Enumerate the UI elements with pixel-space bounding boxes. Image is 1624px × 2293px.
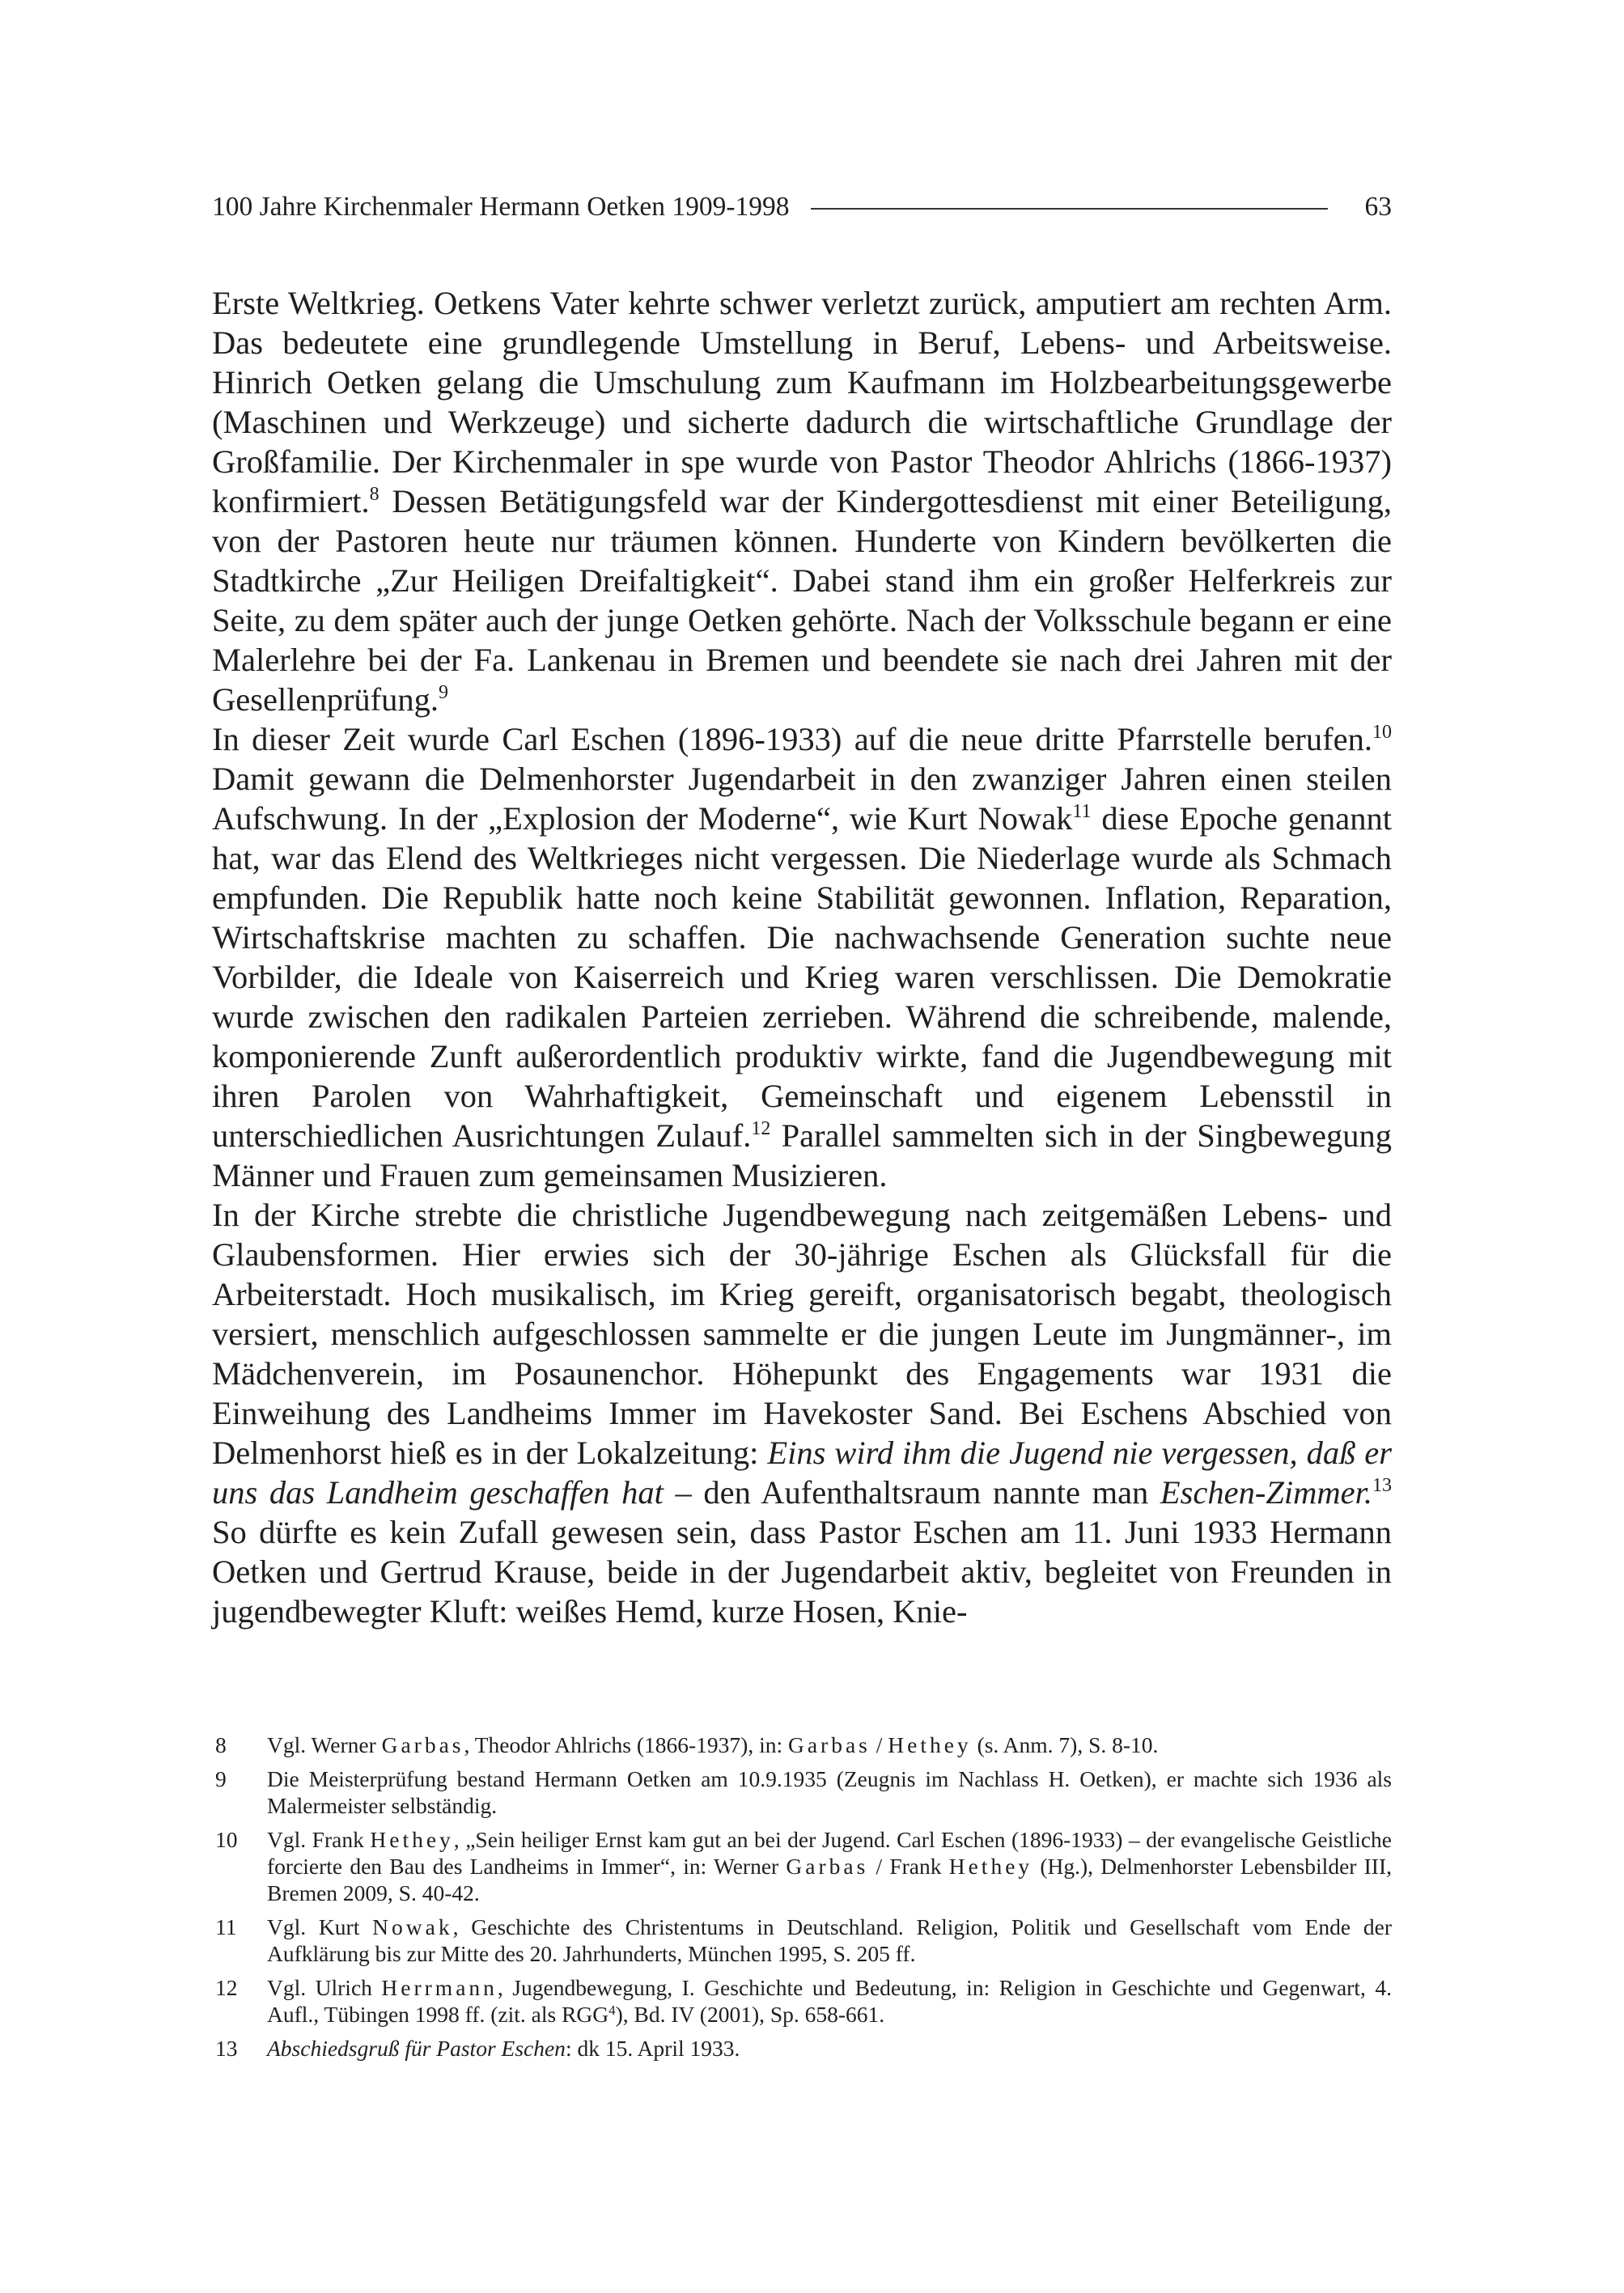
text-run: , Geschichte des Christentums in Deutschland. Religion, Politik und Gesellschaft vom Ende der Aufklärung bis zur Mitte des 20. Jahrhunderts, München 1995, S. 205 ff.	[267, 1914, 1392, 1966]
footnote-text	[267, 1731, 1392, 1758]
text-run: , „Sein heiliger Ernst kam gut an bei der Jugend. Carl Eschen (1896-1933) – der evangelische Geistliche forcierte den Bau des Landheims in Immer“, in: Werner	[267, 1827, 1392, 1879]
text-run: : dk 15. April 1933.	[565, 2036, 740, 2061]
text-run: diese Epoche genannt hat, war das Elend des Weltkrieges nicht vergessen. Die Niederlage wurde als Schmach empfunden. Die Republik hatte noch keine Stabilität gewonnen. Inflation, Reparation, Wirtschaftskrise machten zu schaffen. Die nachwachsende Generation suchte neue Vorbilder, die Ideale von Kaiserreich und Krieg waren verschlissen. Die Demokratie wurde zwischen den radikalen Parteien zerrieben. Während die schreibende, malende, komponierende Zunft außerordentlich produktiv wirkte, fand die Jugendbewegung mit ihren Parolen von Wahrhaftigkeit, Gemeinschaft und eigenem Lebensstil in unterschiedlichen Ausrichtungen Zulauf.	[212, 800, 1392, 1154]
author-name: Nowak	[372, 1914, 453, 1939]
footnote-ref-11[interactable]: 11	[1072, 801, 1092, 822]
text-run: (Hg.), Delmenhorster Lebensbilder III, Bremen 2009, S. 40-42.	[267, 1854, 1392, 1905]
text-run: Vgl. Werner	[267, 1732, 382, 1757]
footnote-10	[212, 1826, 1392, 1906]
footnote-number: 13	[215, 2036, 238, 2061]
author-name: Hethey	[948, 1854, 1033, 1879]
author-name: Garbas	[787, 1732, 871, 1757]
footnotes	[212, 1731, 1392, 2069]
main-text	[212, 283, 1392, 1631]
text-run: / Frank	[868, 1854, 949, 1879]
footnote-text: Die Meisterprüfung bestand Hermann Oetken am 10.9.1935 (Zeugnis im Nachlass H. Oetken), er machte sich 1936 als Malermeister selbständig.	[267, 1766, 1392, 1818]
footnote-text	[267, 1974, 1392, 2028]
footnote-12	[212, 1974, 1392, 2028]
footnote-number: 11	[215, 1914, 237, 1939]
room-name-italic: Eschen-Zimmer.	[1160, 1474, 1372, 1511]
text-run: , Theodor Ahlrichs (1866-1937), in:	[464, 1732, 788, 1757]
paragraph-3	[212, 1195, 1392, 1631]
footnote-number: 8	[215, 1732, 227, 1757]
header-rule	[811, 208, 1328, 210]
running-title: 100 Jahre Kirchenmaler Hermann Oetken 1909-1998	[212, 192, 790, 222]
text-run: Damit gewann die Delmenhorster Jugendarbeit in den zwanziger Jahren einen steilen Aufschwung. In der „Explosion der Moderne“, wie Kurt Nowak	[212, 761, 1392, 837]
footnote-text	[267, 2035, 1392, 2062]
text-run: Vgl. Kurt	[267, 1914, 373, 1939]
footnote-ref-13[interactable]: 13	[1372, 1475, 1392, 1496]
footnote-number: 10	[215, 1827, 238, 1852]
text-run: ), Bd. IV (2001), Sp. 658-661.	[615, 2002, 885, 2027]
running-header	[212, 184, 1392, 230]
paragraph-1	[212, 283, 1392, 719]
footnote-ref-12[interactable]: 12	[751, 1118, 771, 1139]
edition-superscript: 4	[608, 2003, 616, 2018]
source-title-italic: Abschiedsgruß für Pastor Eschen	[267, 2036, 566, 2061]
author-name: Hethey	[888, 1732, 972, 1757]
author-name: Garbas	[786, 1854, 869, 1879]
text-run: Parallel sammelten sich in der Singbewegung Männer und Frauen zum gemeinsamen Musizieren.	[212, 1117, 1392, 1193]
footnote-number: 12	[215, 1975, 238, 2000]
footnote-ref-10[interactable]: 10	[1372, 722, 1392, 743]
text-run: Vgl. Ulrich	[267, 1975, 382, 2000]
text-run: Dessen Betätigungsfeld war der Kindergottesdienst mit einer Beteiligung, von der Pastoren heute nur träumen können. Hunderte von Kindern bevölkerten die Stadtkirche „Zur Heiligen Dreifaltigkeit“. Dabei stand ihm ein großer Helferkreis zur Seite, zu dem später auch der junge Oetken gehörte. Nach der Volksschule begann er eine Malerlehre bei der Fa. Lankenau in Bremen und beendete sie nach drei Jahren mit der Gesellenprüfung.	[212, 483, 1392, 718]
footnote-ref-9[interactable]: 9	[439, 682, 449, 703]
author-name: Herrmann	[381, 1975, 498, 2000]
footnote-ref-8[interactable]: 8	[369, 484, 379, 505]
text-run: In der Kirche strebte die christliche Jugendbewegung nach zeitgemäßen Lebens- und Glaubensformen. Hier erwies sich der 30-jährige Eschen als Glücksfall für die Arbeiterstadt. Hoch musikalisch, im Krieg gereift, organisatorisch begabt, theologisch versiert, menschlich aufgeschlossen sammelte er die jungen Leute im Jungmänner-, im Mädchenverein, im Posaunenchor. Höhepunkt des Engagements war 1931 die Einweihung des Landheims Immer im Havekoster Sand. Bei Eschens Abschied von Delmenhorst hieß es in der Lokalzeitung:	[212, 1197, 1392, 1471]
text-run: (s. Anm. 7), S. 8-10.	[971, 1732, 1159, 1757]
text-run: /	[870, 1732, 888, 1757]
footnote-text	[267, 1914, 1392, 1967]
author-name: Hethey	[370, 1827, 454, 1852]
text-run: So dürfte es kein Zufall gewesen sein, dass Pastor Eschen am 11. Juni 1933 Hermann Oetken und Gertrud Krause, beide in der Jugendarbeit aktiv, begleitet von Freunden in jugendbewegter Kluft: weißes Hemd, kurze Hosen, Knie-	[212, 1514, 1392, 1630]
text-run: In dieser Zeit wurde Carl Eschen (1896-1933) auf die neue dritte Pfarrstelle berufen.	[212, 721, 1372, 757]
text-run: Vgl. Frank	[267, 1827, 371, 1852]
paragraph-2	[212, 719, 1392, 1195]
text-run: Erste Weltkrieg. Oetkens Vater kehrte schwer verletzt zurück, amputiert am rechten Arm. Das bedeutete eine grundlegende Umstellung in Beruf, Lebens- und Arbeitsweise. Hinrich Oetken gelang die Umschulung zum Kaufmann im Holzbearbeitungsgewerbe (Maschinen und Werkzeuge) und sicherte dadurch die wirtschaftliche Grundlage der Großfamilie. Der Kirchenmaler in spe wurde von Pastor Theodor Ahlrichs (1866-1937) konfirmiert.	[212, 285, 1392, 519]
footnote-text	[267, 1826, 1392, 1906]
footnote-number: 9	[215, 1766, 227, 1791]
text-run: , Jugendbewegung, I. Geschichte und Bedeutung, in: Religion in Geschichte und Gegenwart, 4. Aufl., Tübingen 1998 ff. (zit. als RGG	[267, 1975, 1392, 2027]
author-name: Garbas	[381, 1732, 464, 1757]
text-run: – den Aufenthaltsraum nannte man	[663, 1474, 1160, 1511]
footnote-9	[212, 1765, 1392, 1819]
page-number: 63	[1364, 192, 1392, 222]
footnote-13	[212, 2035, 1392, 2062]
footnote-8	[212, 1731, 1392, 1758]
quote-italic: Eins wird ihm die Jugend nie vergessen, daß er uns das Landheim geschaffen hat	[212, 1435, 1393, 1511]
footnote-11	[212, 1914, 1392, 1967]
